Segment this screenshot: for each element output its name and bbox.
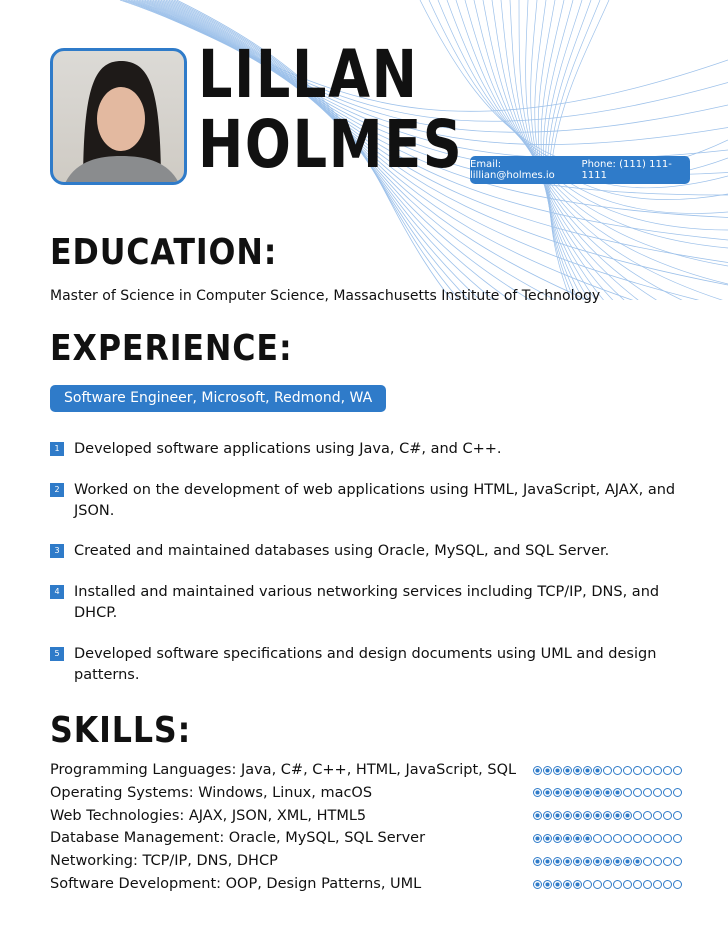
filled-dot-icon — [543, 811, 552, 820]
filled-dot-icon — [573, 766, 582, 775]
filled-dot-icon — [533, 766, 542, 775]
filled-dot-icon — [553, 857, 562, 866]
item-number: 5 — [50, 647, 64, 661]
empty-dot-icon — [633, 811, 642, 820]
contact-badge — [470, 156, 690, 184]
empty-dot-icon — [633, 880, 642, 889]
filled-dot-icon — [533, 857, 542, 866]
item-text: Developed software specifications and design documents using UML and design patterns. — [74, 646, 657, 683]
empty-dot-icon — [643, 834, 652, 843]
empty-dot-icon — [663, 880, 672, 889]
item-number: 2 — [50, 483, 64, 497]
skill-text: Web Technologies: AJAX, JSON, XML, HTML5 — [50, 807, 367, 824]
filled-dot-icon — [583, 766, 592, 775]
empty-dot-icon — [613, 880, 622, 889]
empty-dot-icon — [653, 811, 662, 820]
filled-dot-icon — [613, 788, 622, 797]
empty-dot-icon — [663, 788, 672, 797]
education-heading: EDUCATION: — [50, 232, 278, 273]
skill-text: Database Management: Oracle, MySQL, SQL Server — [50, 830, 426, 847]
skill-level-rating — [533, 857, 682, 866]
empty-dot-icon — [633, 766, 642, 775]
empty-dot-icon — [633, 788, 642, 797]
empty-dot-icon — [673, 788, 682, 797]
filled-dot-icon — [533, 788, 542, 797]
empty-dot-icon — [623, 766, 632, 775]
item-text: Developed software applications using Java, C#, and C++. — [74, 441, 502, 457]
experience-heading: EXPERIENCE: — [50, 328, 293, 369]
job-title-badge: Software Engineer, Microsoft, Redmond, WA — [50, 385, 386, 412]
filled-dot-icon — [533, 834, 542, 843]
filled-dot-icon — [583, 857, 592, 866]
experience-item — [50, 582, 680, 624]
skill-text: Operating Systems: Windows, Linux, macOS — [50, 784, 373, 801]
empty-dot-icon — [603, 834, 612, 843]
filled-dot-icon — [553, 880, 562, 889]
profile-photo — [50, 48, 187, 185]
filled-dot-icon — [533, 811, 542, 820]
education-text: Master of Science in Computer Science, Massachusetts Institute of Technology — [50, 288, 601, 304]
skill-level-rating — [533, 811, 682, 820]
skill-text: Programming Languages: Java, C#, C++, HTML, JavaScript, SQL — [50, 762, 517, 778]
item-number: 4 — [50, 585, 64, 599]
filled-dot-icon — [583, 834, 592, 843]
filled-dot-icon — [543, 834, 552, 843]
empty-dot-icon — [623, 880, 632, 889]
filled-dot-icon — [563, 834, 572, 843]
filled-dot-icon — [593, 766, 602, 775]
filled-dot-icon — [563, 766, 572, 775]
skill-level-rating — [533, 766, 682, 775]
empty-dot-icon — [653, 880, 662, 889]
empty-dot-icon — [643, 766, 652, 775]
filled-dot-icon — [533, 880, 542, 889]
experience-item — [50, 439, 680, 460]
skill-row — [50, 808, 682, 824]
skill-row — [50, 762, 682, 778]
filled-dot-icon — [613, 857, 622, 866]
empty-dot-icon — [613, 834, 622, 843]
empty-dot-icon — [603, 880, 612, 889]
skill-row — [50, 785, 682, 801]
skill-row — [50, 876, 682, 892]
filled-dot-icon — [623, 857, 632, 866]
empty-dot-icon — [673, 811, 682, 820]
empty-dot-icon — [673, 857, 682, 866]
filled-dot-icon — [543, 788, 552, 797]
empty-dot-icon — [663, 766, 672, 775]
filled-dot-icon — [593, 788, 602, 797]
item-text: Worked on the development of web applications using HTML, JavaScript, AJAX, and JSON. — [74, 482, 676, 519]
empty-dot-icon — [643, 788, 652, 797]
filled-dot-icon — [603, 857, 612, 866]
experience-item — [50, 644, 680, 686]
skill-row — [50, 830, 682, 846]
empty-dot-icon — [673, 766, 682, 775]
empty-dot-icon — [613, 766, 622, 775]
filled-dot-icon — [593, 811, 602, 820]
empty-dot-icon — [653, 834, 662, 843]
filled-dot-icon — [543, 880, 552, 889]
skills-heading: SKILLS: — [50, 710, 192, 751]
filled-dot-icon — [593, 857, 602, 866]
filled-dot-icon — [543, 766, 552, 775]
empty-dot-icon — [643, 811, 652, 820]
filled-dot-icon — [553, 811, 562, 820]
filled-dot-icon — [563, 857, 572, 866]
empty-dot-icon — [623, 834, 632, 843]
filled-dot-icon — [583, 811, 592, 820]
filled-dot-icon — [563, 811, 572, 820]
empty-dot-icon — [653, 766, 662, 775]
empty-dot-icon — [653, 857, 662, 866]
empty-dot-icon — [663, 857, 672, 866]
filled-dot-icon — [573, 788, 582, 797]
empty-dot-icon — [593, 834, 602, 843]
empty-dot-icon — [673, 834, 682, 843]
filled-dot-icon — [603, 788, 612, 797]
filled-dot-icon — [553, 788, 562, 797]
filled-dot-icon — [543, 857, 552, 866]
filled-dot-icon — [603, 811, 612, 820]
experience-item — [50, 480, 680, 522]
item-text: Created and maintained databases using Oracle, MySQL, and SQL Server. — [74, 543, 610, 559]
skill-level-rating — [533, 880, 682, 889]
experience-item — [50, 541, 680, 562]
skill-text: Software Development: OOP, Design Patterns, UML — [50, 876, 422, 892]
filled-dot-icon — [573, 834, 582, 843]
item-text: Installed and maintained various networking services including TCP/IP, DNS, and DHCP. — [74, 584, 660, 621]
email[interactable]: Email: lillian@holmes.io — [470, 159, 555, 181]
item-number: 3 — [50, 544, 64, 558]
item-number: 1 — [50, 442, 64, 456]
filled-dot-icon — [573, 857, 582, 866]
skill-level-rating — [533, 834, 682, 843]
empty-dot-icon — [623, 788, 632, 797]
filled-dot-icon — [583, 788, 592, 797]
filled-dot-icon — [563, 880, 572, 889]
skill-row — [50, 853, 682, 869]
empty-dot-icon — [633, 834, 642, 843]
full-name: LILLAN HOLMES — [198, 36, 464, 183]
filled-dot-icon — [623, 811, 632, 820]
filled-dot-icon — [573, 811, 582, 820]
phone[interactable]: Phone: (111) 111-1111 — [581, 159, 672, 181]
filled-dot-icon — [553, 834, 562, 843]
empty-dot-icon — [583, 880, 592, 889]
filled-dot-icon — [553, 766, 562, 775]
empty-dot-icon — [603, 766, 612, 775]
empty-dot-icon — [643, 880, 652, 889]
filled-dot-icon — [563, 788, 572, 797]
empty-dot-icon — [653, 788, 662, 797]
filled-dot-icon — [573, 880, 582, 889]
skill-level-rating — [533, 788, 682, 797]
empty-dot-icon — [643, 857, 652, 866]
filled-dot-icon — [633, 857, 642, 866]
empty-dot-icon — [673, 880, 682, 889]
empty-dot-icon — [663, 811, 672, 820]
skill-text: Networking: TCP/IP, DNS, DHCP — [50, 853, 278, 870]
empty-dot-icon — [593, 880, 602, 889]
filled-dot-icon — [613, 811, 622, 820]
empty-dot-icon — [663, 834, 672, 843]
